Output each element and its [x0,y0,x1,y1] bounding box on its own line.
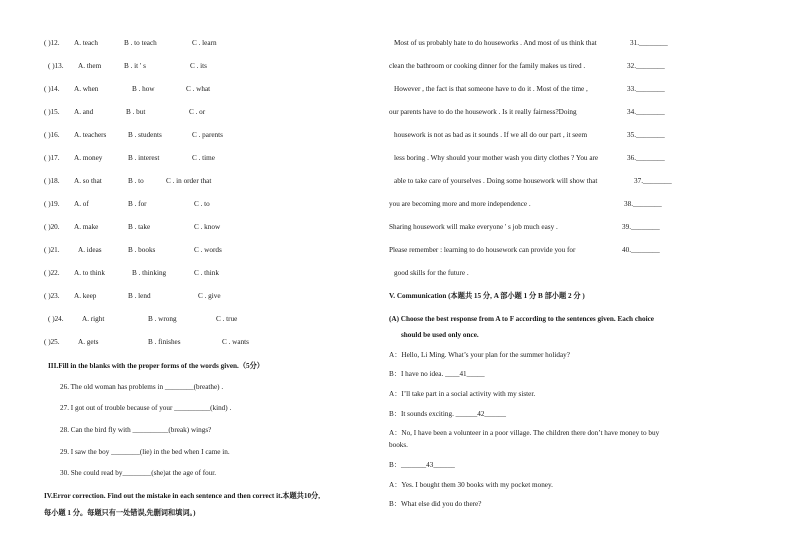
dialog-line: books. [389,441,408,449]
question-number: ( )23. [44,292,60,300]
answer-blank: 36.________ [627,154,665,162]
option-b: B . take [128,223,151,231]
fill-blank-item: 27. I got out of trouble because of your __________(kind) . [60,404,232,412]
option-a: A. right [82,315,105,323]
fill-blank-item: 26. The old woman has problems in ________(breathe) . [60,383,224,391]
dialog-line: B：It sounds exciting. ______42______ [389,410,506,418]
dialog-line: B：What else did you do there? [389,500,482,508]
answer-blank: 32.________ [627,62,665,70]
answer-blank: 40.________ [622,246,660,254]
question-number: ( )13. [48,62,64,70]
option-b: B . books [128,246,156,254]
option-a: A. gets [78,338,99,346]
passage-text: Sharing housework will make everyone ' s job much easy . [389,223,558,231]
option-c: C . its [190,62,207,70]
dialog-line: A：Yes. I bought them 30 books with my pocket money. [389,481,553,489]
option-a: A. when [74,85,99,93]
passage-text: clean the bathroom or cooking dinner for the family makes us tired . [389,62,586,70]
option-b: B . interest [128,154,160,162]
option-a: A. to think [74,269,105,277]
dialog-line: B：_______43______ [389,461,455,469]
option-a: A. teach [74,39,98,47]
option-a: A. teachers [74,131,107,139]
answer-blank: 38.________ [624,200,662,208]
question-number: ( )20. [44,223,60,231]
option-c: C . wants [222,338,249,346]
fill-blank-item: 28. Can the bird fly with __________(break) wings? [60,426,212,434]
option-c: C . true [216,315,238,323]
option-a: A. ideas [78,246,102,254]
option-a: A. keep [74,292,97,300]
fill-blank-item: 30. She could read by________(she)at the age of four. [60,469,217,477]
option-c: C . what [186,85,211,93]
passage-text: you are becoming more and more independence . [389,200,531,208]
instruction-line: (A) Choose the best response from A to F according to the sentences given. Each choice [389,315,654,323]
answer-blank: 33.________ [627,85,665,93]
option-c: C . or [189,108,206,116]
option-a: A. them [78,62,102,70]
option-c: C . know [194,223,221,231]
dialog-line: B：I have no idea. ____41_____ [389,370,485,378]
option-c: C . give [198,292,221,300]
option-b: B . but [126,108,146,116]
passage-text: housework is not as bad as it sounds . If we all do our part , it seem [394,131,588,139]
option-b: B . finishes [148,338,181,346]
answer-blank: 35.________ [627,131,665,139]
question-number: ( )25. [44,338,60,346]
option-b: B . it ' s [124,62,146,70]
option-a: A. money [74,154,103,162]
passage-text: our parents have to do the housework . Is it really fairness?Doing [389,108,577,116]
passage-text: However , the fact is that someone have to do it . Most of the time , [394,85,588,93]
section-title: III.Fill in the blanks with the proper forms of the words given.（5分） [48,362,264,370]
option-c: C . time [192,154,215,162]
option-c: C . words [194,246,222,254]
dialog-line: A：Hello, Li Ming. What’s your plan for the summer holiday? [389,351,570,359]
passage-text: Most of us probably hate to do houseworks . And most of us think that [394,39,597,47]
section-title: IV.Error correction. Find out the mistake in each sentence and then correct it.本题共10分, [44,492,321,500]
option-b: B . to [128,177,144,185]
option-b: B . to teach [124,39,157,47]
option-c: C . think [194,269,219,277]
section-subtitle: 每小题 1 分。每题只有一处错误,先删词和填词。) [44,509,196,517]
instruction-line: should be used only once. [401,331,479,339]
option-a: A. of [74,200,89,208]
dialog-line: A：I’ll take part in a social activity with my sister. [389,390,536,398]
question-number: ( )14. [44,85,60,93]
question-number: ( )19. [44,200,60,208]
option-b: B . lend [128,292,151,300]
option-a: A. and [74,108,94,116]
option-c: C . parents [192,131,223,139]
passage-text: able to take care of yourselves . Doing some housework will show that [394,177,598,185]
option-c: C . to [194,200,210,208]
answer-blank: 37.________ [634,177,672,185]
option-a: A. make [74,223,99,231]
answer-blank: 34.________ [627,108,665,116]
option-b: B . wrong [148,315,177,323]
question-number: ( )16. [44,131,60,139]
question-number: ( )22. [44,269,60,277]
question-number: ( )12. [44,39,60,47]
question-number: ( )17. [44,154,60,162]
answer-blank: 31.________ [630,39,668,47]
option-a: A. so that [74,177,102,185]
passage-text: Please remember : learning to do housework can provide you for [389,246,576,254]
option-b: B . thinking [132,269,167,277]
section-title: V. Communication (本题共 15 分, A 部小题 1 分 B 部小题 2 分 ) [389,292,585,300]
answer-blank: 39.________ [622,223,660,231]
option-c: C . in order that [166,177,212,185]
option-b: B . for [128,200,147,208]
option-b: B . students [128,131,162,139]
dialog-line: A：No, I have been a volunteer in a poor village. The children there don’t have money to buy [389,429,660,437]
question-number: ( )24. [48,315,64,323]
question-number: ( )18. [44,177,60,185]
fill-blank-item: 29. I saw the boy ________(lie) in the bed when I came in. [60,448,230,456]
option-b: B . how [132,85,155,93]
passage-text: less boring . Why should your mother wash you dirty clothes ? You are [394,154,599,162]
question-number: ( )21. [44,246,60,254]
question-number: ( )15. [44,108,60,116]
option-c: C . learn [192,39,217,47]
passage-text: good skills for the future . [394,269,469,277]
